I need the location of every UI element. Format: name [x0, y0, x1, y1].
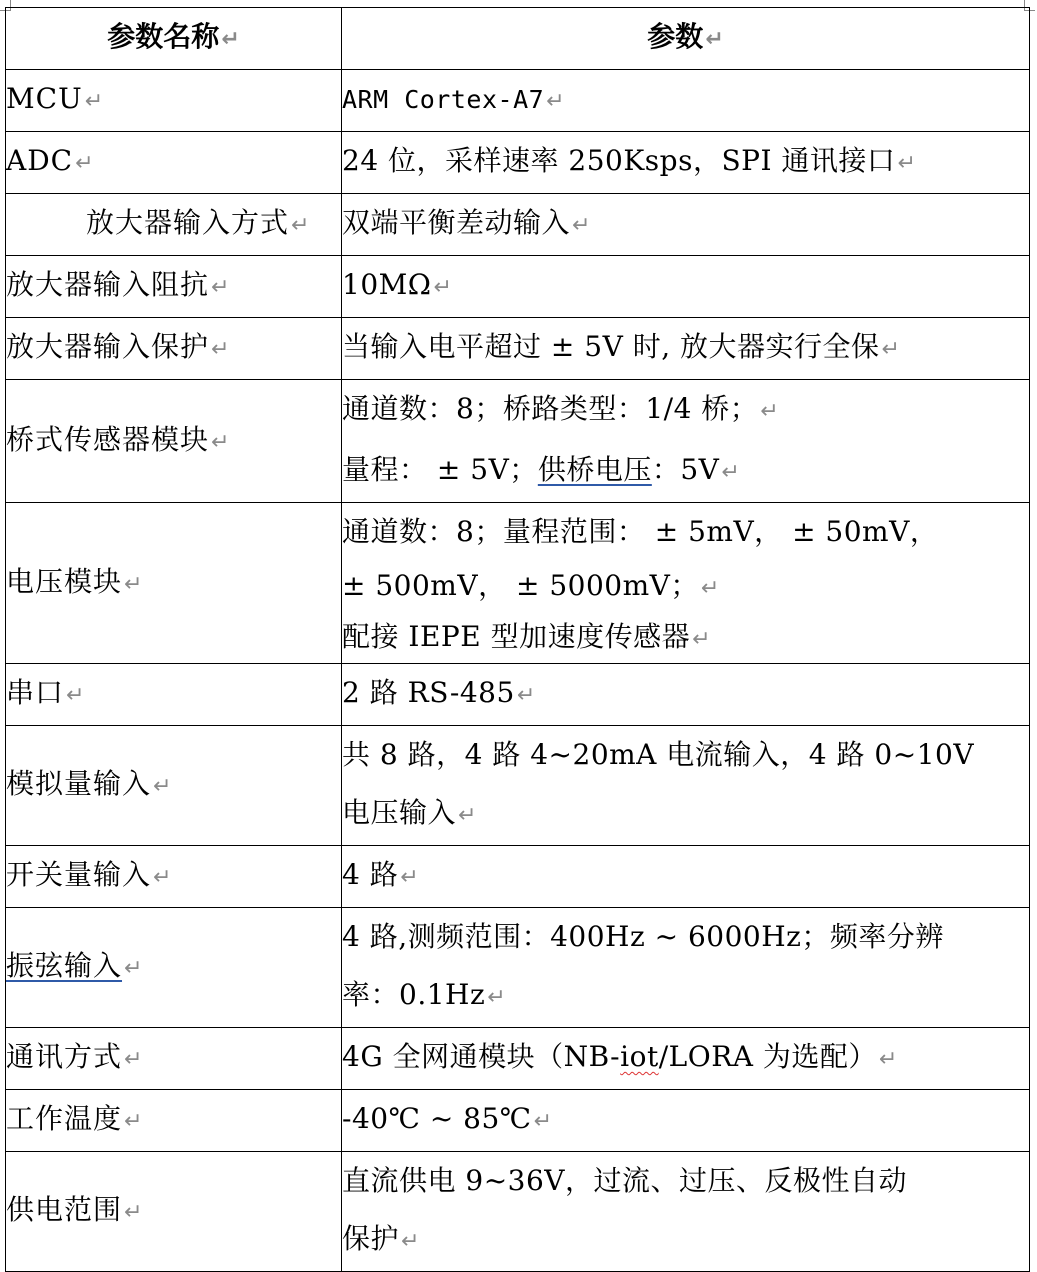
return-mark-icon: ↵	[458, 803, 477, 828]
param-value-cell	[342, 726, 1030, 846]
table-header-row	[6, 8, 1030, 70]
return-mark-icon: ↵	[211, 337, 231, 362]
param-name: MCU	[6, 82, 83, 115]
param-value-cell	[342, 1028, 1030, 1090]
return-mark-icon: ↵	[291, 213, 311, 238]
table-row-power	[6, 1152, 1030, 1272]
table-row-serial	[6, 664, 1030, 726]
param-value: 10MΩ	[342, 268, 432, 301]
return-mark-icon: ↵	[721, 460, 741, 485]
param-value-text: 通道数：8；桥路类型：1/4 桥；	[342, 392, 759, 425]
param-value-line	[342, 908, 1029, 966]
param-name-cell	[6, 318, 342, 380]
param-name: 通讯方式	[6, 1040, 123, 1073]
return-mark-icon: ↵	[533, 1109, 553, 1134]
return-mark-icon: ↵	[124, 956, 144, 981]
return-mark-icon: ↵	[433, 275, 453, 300]
param-value-cell	[342, 1090, 1030, 1152]
param-name: 开关量输入	[6, 858, 152, 891]
table-row-adc	[6, 132, 1030, 194]
param-value: 2 路 RS-485	[342, 676, 515, 709]
return-mark-icon: ↵	[897, 151, 917, 176]
param-name: ADC	[6, 144, 74, 177]
param-value-text: 通道数：8；量程范围： ± 5mV， ± 50mV，	[342, 515, 939, 548]
header-value-cell	[342, 8, 1030, 70]
param-value: 4 路	[342, 858, 399, 891]
param-value-text: 量程： ± 5V；	[342, 453, 538, 486]
param-value-cell	[342, 132, 1030, 194]
table-row-voltage-module	[6, 503, 1030, 664]
return-mark-icon: ↵	[221, 27, 240, 52]
param-value-text: ± 500mV， ± 5000mV；	[342, 569, 699, 602]
param-value-text: 保护	[342, 1222, 400, 1255]
param-value-cell	[342, 846, 1030, 908]
table-row-temp	[6, 1090, 1030, 1152]
param-value-cell	[342, 664, 1030, 726]
table-row-comm	[6, 1028, 1030, 1090]
table-row-vibrating-wire	[6, 908, 1030, 1028]
header-name-cell	[6, 8, 342, 70]
param-value-cell	[342, 908, 1030, 1028]
param-value-cell	[342, 380, 1030, 503]
param-name: 放大器输入方式	[86, 206, 290, 239]
param-value-text: 率：0.1Hz	[342, 978, 486, 1011]
param-name-cell	[6, 70, 342, 132]
param-name-cell	[6, 503, 342, 664]
param-value-line	[342, 441, 1029, 502]
param-value-line	[342, 726, 1029, 784]
param-value: 4G 全网通模块（NB-	[342, 1040, 621, 1073]
param-value-cell	[342, 194, 1030, 256]
param-name: 放大器输入保护	[6, 330, 210, 363]
return-mark-icon: ↵	[487, 985, 507, 1010]
param-name: 供电范围	[6, 1193, 123, 1226]
param-name: 放大器输入阻抗	[6, 268, 210, 301]
param-value-text: 直流供电 9~36V，过流、过压、反极性自动	[342, 1164, 908, 1197]
param-value-line	[342, 561, 1029, 614]
param-name: 电压模块	[6, 564, 123, 598]
return-mark-icon: ↵	[84, 89, 105, 114]
table-row-amp-input-protection	[6, 318, 1030, 380]
param-name-cell	[6, 664, 342, 726]
param-value-line	[342, 966, 1029, 1027]
param-name: 模拟量输入	[6, 767, 152, 800]
spec-table	[5, 7, 1030, 1272]
return-mark-icon: ↵	[546, 89, 566, 114]
return-mark-icon: ↵	[124, 571, 144, 597]
return-mark-icon: ↵	[211, 275, 231, 300]
return-mark-icon: ↵	[692, 627, 712, 652]
return-mark-icon: ↵	[760, 399, 780, 424]
param-value: /LORA 为选配）	[658, 1040, 877, 1073]
table-row-amp-input-impedance	[6, 256, 1030, 318]
param-value-text: 配接 IEPE 型加速度传感器	[342, 620, 691, 653]
return-mark-icon: ↵	[572, 213, 591, 238]
param-name-cell	[6, 1090, 342, 1152]
return-mark-icon: ↵	[124, 1109, 144, 1134]
param-name-cell	[6, 908, 342, 1028]
param-name-cell	[6, 380, 342, 503]
spellcheck-word: iot	[620, 1040, 659, 1073]
param-value-cell	[342, 503, 1030, 664]
param-name-cell	[6, 726, 342, 846]
return-mark-icon: ↵	[705, 27, 724, 52]
param-name: 桥式传感器模块	[6, 422, 210, 456]
param-name: 工作温度	[6, 1102, 123, 1135]
param-value: -40℃ ~ 85℃	[342, 1102, 532, 1135]
param-value: 当输入电平超过 ± 5V 时, 放大器实行全保	[342, 330, 880, 363]
param-value: 双端平衡差动输入	[342, 206, 571, 239]
param-value-line	[342, 380, 1029, 441]
return-mark-icon: ↵	[878, 1047, 898, 1072]
param-name-cell	[6, 1152, 342, 1272]
param-name-cell	[6, 194, 342, 256]
table-row-mcu	[6, 70, 1030, 132]
param-name: 串口	[6, 676, 65, 709]
return-mark-icon: ↵	[75, 151, 95, 176]
return-mark-icon: ↵	[153, 865, 173, 890]
return-mark-icon: ↵	[153, 774, 173, 799]
param-name-cell	[6, 132, 342, 194]
return-mark-icon: ↵	[400, 865, 420, 890]
param-value-text: 电压输入	[342, 796, 457, 829]
param-value: 24 位，采样速率 250Ksps，SPI 通讯接口	[342, 144, 896, 177]
table-row-switch-input	[6, 846, 1030, 908]
param-value-text: ：5V	[651, 453, 720, 486]
param-value-line	[342, 1210, 1029, 1271]
param-name: 振弦输入	[6, 949, 123, 982]
header-name-text: 参数名称	[107, 20, 220, 53]
return-mark-icon: ↵	[401, 1229, 420, 1254]
param-value-cell	[342, 256, 1030, 318]
return-mark-icon: ↵	[124, 1047, 144, 1072]
return-mark-icon: ↵	[66, 683, 86, 708]
return-mark-icon: ↵	[516, 683, 536, 708]
param-value: ARM Cortex-A7	[342, 85, 545, 114]
param-value-line	[342, 1152, 1029, 1210]
header-value-text: 参数	[647, 20, 704, 53]
param-name-cell	[6, 256, 342, 318]
param-name-cell	[6, 1028, 342, 1090]
underlined-term: 供桥电压	[537, 453, 652, 486]
param-value-text: 共 8 路，4 路 4~20mA 电流输入，4 路 0~10V	[342, 738, 975, 771]
param-value-line	[342, 614, 1029, 663]
return-mark-icon: ↵	[124, 1200, 144, 1225]
param-value-cell	[342, 70, 1030, 132]
table-row-amp-input-mode	[6, 194, 1030, 256]
return-mark-icon: ↵	[211, 429, 231, 455]
param-value-cell	[342, 1152, 1030, 1272]
table-row-analog-input	[6, 726, 1030, 846]
table-row-bridge-module	[6, 380, 1030, 503]
param-value-line	[342, 503, 1029, 561]
return-mark-icon: ↵	[700, 576, 720, 601]
param-value-line	[342, 784, 1029, 845]
param-name-cell	[6, 846, 342, 908]
param-value-cell	[342, 318, 1030, 380]
return-mark-icon: ↵	[881, 337, 901, 362]
param-value-text: 4 路,测频范围：400Hz ~ 6000Hz；频率分辨	[342, 920, 944, 953]
